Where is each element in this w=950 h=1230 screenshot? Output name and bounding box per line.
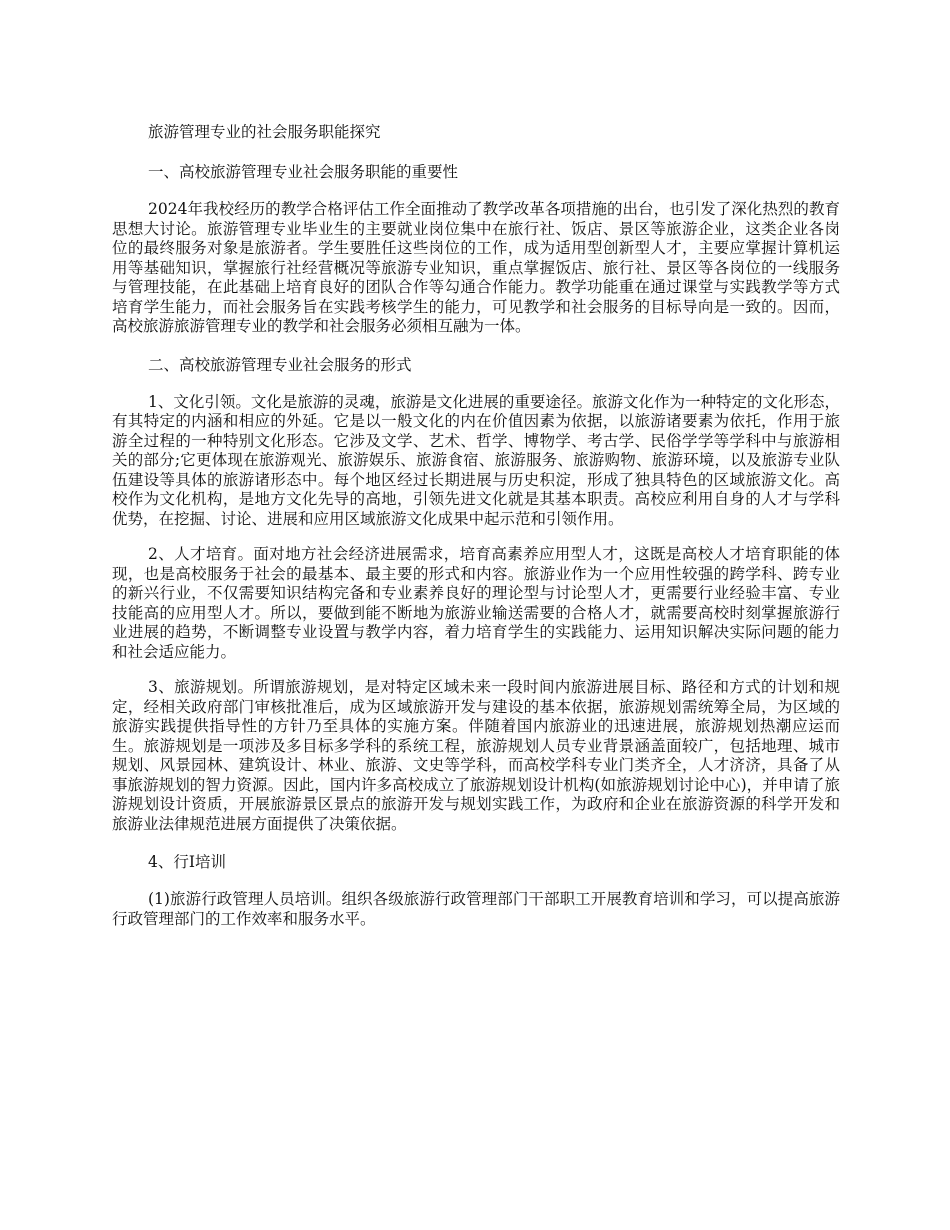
document-page bbox=[112, 120, 840, 945]
paragraph-3-1: (1)旅游行政管理人员培训。组织各级旅游行政管理部门干部职工开展教育培训和学习，可以提高旅游行政管理部门的工作效率和服务水平。 bbox=[112, 890, 840, 928]
paragraph-2-1: 1、文化引领。文化是旅游的灵魂，旅游是文化进展的重要途径。旅游文化作为一种特定的文化形态，有其特定的内涵和相应的外延。它是以一般文化的内在价值因素为依据，以旅游诸要素为依托，作用于旅游全过程的一种特别文化形态。它涉及文学、艺术、哲学、博物学、考古学、民俗学学等学科中与旅游相关的部分;它更体现在旅游观光、旅游娱乐、旅游食宿、旅游服务、旅游购物、旅游环境，以及旅游专业队伍建设等具体的旅游诸形态中。每个地区经过长期进展与历史积淀，形成了独具特色的区域旅游文化。高校作为文化机构，是地方文化先导的高地，引领先进文化就是其基本职责。高校应利用自身的人才与学科优势，在挖掘、讨论、进展和应用区域旅游文化成果中起示范和引领作用。 bbox=[112, 392, 840, 528]
paragraph-2-2: 2、人才培育。面对地方社会经济进展需求，培育高素养应用型人才，这既是高校人才培育职能的体现，也是高校服务于社会的最基本、最主要的形式和内容。旅游业作为一个应用性较强的跨学科、跨专业的新兴行业，不仅需要知识结构完备和专业素养良好的理论型与讨论型人才，更需要行业经验丰富、专业技能高的应用型人才。所以，要做到能不断地为旅游业输送需要的合格人才，就需要高校时刻掌握旅游行业进展的趋势，不断调整专业设置与教学内容，着力培育学生的实践能力、运用知识解决实际问题的能力和社会适应能力。 bbox=[112, 545, 840, 661]
paragraph-2-3: 3、旅游规划。所谓旅游规划，是对特定区域未来一段时间内旅游进展目标、路径和方式的计划和规定，经相关政府部门审核批准后，成为区域旅游开发与建设的基本依据，旅游规划需统筹全局，为区域的旅游实践提供指导性的方针乃至具体的实施方案。伴随着国内旅游业的迅速进展，旅游规划热潮应运而生。旅游规划是一项涉及多目标多学科的系统工程，旅游规划人员专业背景涵盖面较广，包括地理、城市规划、风景园林、建筑设计、林业、旅游、文史等学科，而高校学科专业门类齐全，人才济济，具备了从事旅游规划的智力资源。因此，国内许多高校成立了旅游规划设计机构(如旅游规划讨论中心)，并申请了旅游规划设计资质，开展旅游景区景点的旅游开发与规划实践工作，为政府和企业在旅游资源的科学开发和旅游业法律规范进展方面提供了决策依据。 bbox=[112, 678, 840, 833]
section-heading-2: 二、高校旅游管理专业社会服务的形式 bbox=[148, 355, 412, 374]
section-heading-3: 4、行I培训 bbox=[148, 853, 226, 871]
document-title: 旅游管理专业的社会服务职能探究 bbox=[148, 123, 381, 141]
section-heading-1: 一、高校旅游管理专业社会服务职能的重要性 bbox=[148, 163, 459, 181]
paragraph-1-1: 2024年我校经历的教学合格评估工作全面推动了教学改革各项措施的出台，也引发了深化热烈的教育思想大讨论。旅游管理专业毕业生的主要就业岗位集中在旅行社、饭店、景区等旅游企业，这类企业各岗位的最终服务对象是旅游者。学生要胜任这些岗位的工作，成为适用型创新型人才，主要应掌握计算机运用等基础知识，掌握旅行社经营概况等旅游专业知识，重点掌握饭店、旅行社、景区等各岗位的一线服务与管理技能，在此基础上培育良好的团队合作等勾通合作能力。教学功能重在通过课堂与实践教学等方式培育学生能力，而社会服务旨在实践考核学生的能力，可见教学和社会服务的目标导向是一致的。因而，高校旅游旅游管理专业的教学和社会服务必须相互融为一体。 bbox=[112, 200, 840, 335]
